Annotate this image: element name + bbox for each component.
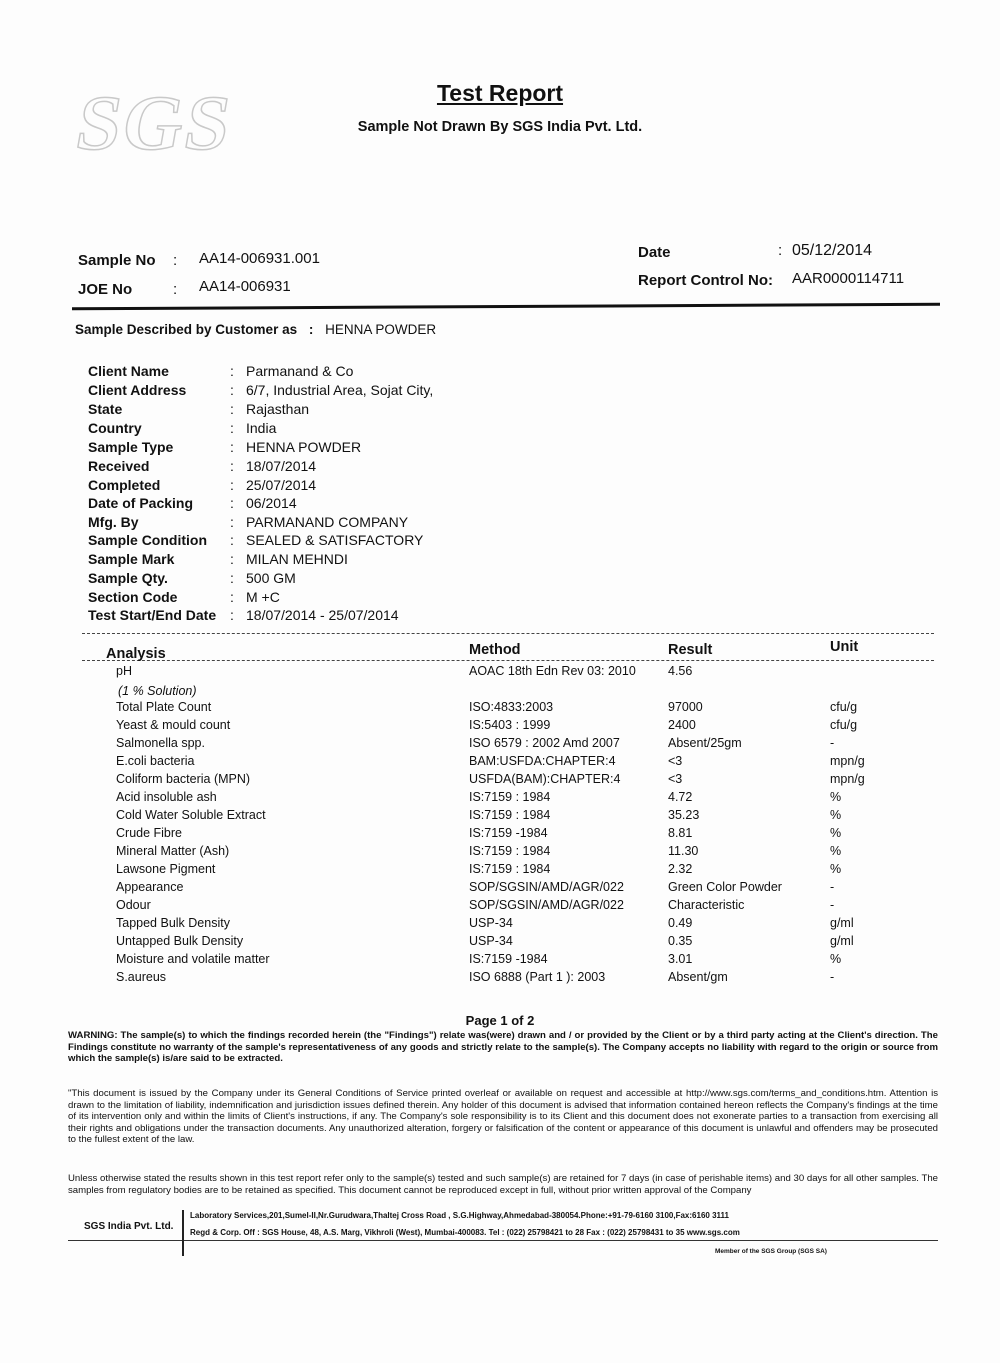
analysis-cell: (1 % Solution) bbox=[118, 684, 197, 698]
unit-cell: mpn/g bbox=[830, 754, 865, 768]
method-cell: IS:7159 : 1984 bbox=[469, 844, 551, 858]
result-cell: 97000 bbox=[668, 700, 703, 714]
table-row bbox=[0, 970, 1000, 988]
method-cell: SOP/SGSIN/AMD/AGR/022 bbox=[469, 880, 624, 894]
table-row bbox=[0, 880, 1000, 898]
analysis-cell: Lawsone Pigment bbox=[116, 862, 216, 876]
result-cell: 0.49 bbox=[668, 916, 693, 930]
info-label: Date of Packing bbox=[88, 495, 194, 511]
footer-vertical-divider bbox=[182, 1210, 184, 1256]
info-value: HENNA POWDER bbox=[246, 439, 362, 455]
unit-cell: - bbox=[830, 898, 835, 912]
info-value: 18/07/2014 - 25/07/2014 bbox=[246, 607, 399, 623]
report-subtitle: Sample Not Drawn By SGS India Pvt. Ltd. bbox=[357, 119, 643, 135]
report-title bbox=[0, 80, 1000, 107]
footer-divider bbox=[68, 1240, 938, 1241]
info-label: Section Code bbox=[88, 589, 178, 605]
analysis-cell: Yeast & mould count bbox=[116, 718, 231, 732]
date-value: 05/12/2014 bbox=[792, 242, 873, 259]
info-row bbox=[88, 477, 316, 496]
unit-cell: mpn/g bbox=[830, 772, 865, 786]
analysis-cell: Moisture and volatile matter bbox=[116, 952, 270, 966]
result-cell: Absent/25gm bbox=[668, 736, 742, 750]
method-cell: IS:7159 -1984 bbox=[469, 826, 548, 840]
info-label: Client Name bbox=[88, 363, 169, 379]
table-row bbox=[0, 700, 1000, 718]
result-cell: 4.56 bbox=[668, 664, 693, 678]
analysis-cell: E.coli bacteria bbox=[116, 754, 195, 768]
method-cell: ISO 6579 : 2002 Amd 2007 bbox=[469, 736, 620, 750]
info-colon: : bbox=[230, 458, 234, 474]
footer-company-name: SGS India Pvt. Ltd. bbox=[84, 1221, 174, 1232]
analysis-cell: Mineral Matter (Ash) bbox=[116, 844, 230, 858]
info-row bbox=[88, 607, 399, 626]
method-cell: IS:7159 : 1984 bbox=[469, 790, 551, 804]
table-row bbox=[0, 844, 1000, 862]
info-label: Completed bbox=[88, 477, 161, 493]
method-cell: ISO 6888 (Part 1 ): 2003 bbox=[469, 970, 606, 984]
unit-cell: % bbox=[830, 790, 842, 804]
analysis-cell: Coliform bacteria (MPN) bbox=[116, 772, 251, 786]
info-label: Sample Qty. bbox=[88, 570, 168, 586]
result-cell: Absent/gm bbox=[668, 970, 728, 984]
table-row bbox=[0, 898, 1000, 916]
info-row bbox=[88, 495, 297, 514]
analysis-header: Analysis bbox=[106, 646, 166, 662]
info-colon: : bbox=[230, 420, 234, 436]
analysis-cell: Odour bbox=[116, 898, 151, 912]
joe-no-label: JOE No bbox=[78, 281, 133, 298]
joe-no-value: AA14-006931 bbox=[199, 278, 291, 295]
method-cell: SOP/SGSIN/AMD/AGR/022 bbox=[469, 898, 624, 912]
analysis-cell: pH bbox=[116, 664, 132, 678]
sample-description bbox=[75, 322, 436, 337]
result-cell: 2400 bbox=[668, 718, 696, 732]
result-cell: Green Color Powder bbox=[668, 880, 782, 894]
info-value: Rajasthan bbox=[246, 401, 310, 417]
method-cell: USFDA(BAM):CHAPTER:4 bbox=[469, 772, 621, 786]
info-row bbox=[88, 439, 361, 458]
warning-text: WARNING: The sample(s) to which the findings recorded herein (the "Findings") relate was(were) drawn and / or provided by the Client or by a third party acting at the Client's direction. The Findings constitute no warranty of the sample's representativeness of any goods and strictly relate to the sample(s). The Company accepts no liability with regard to the origin or source from which the sample(s) is/are said to be extracted. bbox=[68, 1030, 938, 1064]
info-colon: : bbox=[230, 514, 234, 530]
info-row bbox=[88, 589, 280, 608]
result-header: Result bbox=[668, 642, 713, 658]
info-row bbox=[88, 458, 316, 477]
info-label: State bbox=[88, 401, 123, 417]
method-cell: IS:7159 -1984 bbox=[469, 952, 548, 966]
analysis-cell: Appearance bbox=[116, 880, 184, 894]
info-row bbox=[88, 551, 348, 570]
info-value: 18/07/2014 bbox=[246, 458, 317, 474]
footer-corp-address: Regd & Corp. Off : SGS House, 48, A.S. Marg, Vikhroli (West), Mumbai-400083. Tel : (022) 25798421 to 28 Fax : (022) 25798431 to 35 www.sgs.com bbox=[190, 1228, 740, 1237]
info-colon: : bbox=[230, 401, 234, 417]
info-colon: : bbox=[230, 532, 234, 548]
unit-cell: g/ml bbox=[830, 934, 854, 948]
info-value: SEALED & SATISFACTORY bbox=[246, 532, 424, 548]
unit-cell: % bbox=[830, 808, 842, 822]
analysis-cell: Salmonella spp. bbox=[116, 736, 205, 750]
disclaimer-text: "This document is issued by the Company under its General Conditions of Service printed overleaf or available on request and accessible at http://www.sgs.com/terms_and_conditions.htm. Attention is drawn to the limitation of liability, indemnification and jurisdiction issues defined therein. Any holder of this document is advised that information contained hereon reflects the Company's findings at the time of its intervention only and within the limits of Client's instructions, if any. The Company's sole responsibility is to its Client and this document does not exonerate parties to a transaction from exercising all their rights and obligations under the transaction documents. Any unauthorized alteration, forgery or falsification of the content or appearance of this document is unlawful and offenders may be prosecuted to the fullest extent of the law. bbox=[68, 1088, 938, 1145]
header-divider bbox=[72, 303, 940, 311]
result-cell: 2.32 bbox=[668, 862, 693, 876]
info-row bbox=[88, 420, 276, 439]
analysis-cell: S.aureus bbox=[116, 970, 167, 984]
info-label: Test Start/End Date bbox=[88, 607, 217, 623]
result-cell: <3 bbox=[668, 754, 683, 768]
result-cell: 0.35 bbox=[668, 934, 693, 948]
info-row bbox=[88, 532, 423, 551]
result-cell: 11.30 bbox=[668, 844, 699, 858]
info-value: 6/7, Industrial Area, Sojat City, bbox=[246, 382, 434, 398]
method-cell: BAM:USFDA:CHAPTER:4 bbox=[469, 754, 616, 768]
analysis-cell: Cold Water Soluble Extract bbox=[116, 808, 266, 822]
info-colon: : bbox=[230, 495, 234, 511]
method-cell: AOAC 18th Edn Rev 03: 2010 bbox=[469, 664, 636, 678]
sample-description-colon: : bbox=[308, 322, 314, 337]
method-cell: IS:7159 : 1984 bbox=[469, 808, 551, 822]
table-row bbox=[0, 664, 1000, 682]
info-colon: : bbox=[230, 570, 234, 586]
analysis-cell: Total Plate Count bbox=[116, 700, 212, 714]
table-row bbox=[0, 952, 1000, 970]
unit-cell: cfu/g bbox=[830, 700, 858, 714]
info-colon: : bbox=[230, 439, 234, 455]
analysis-cell: Tapped Bulk Density bbox=[116, 916, 230, 930]
retention-text: Unless otherwise stated the results shown in this test report refer only to the sample(s) tested and such sample(s) are retained for 7 days (in case of perishable items) and 30 days for all other samples. The samples from regulatory bodies are to be retained as specified. This document cannot be reproduced except in full, without prior written approval of the Company bbox=[68, 1173, 938, 1196]
report-control-label: Report Control No: bbox=[638, 272, 773, 289]
info-row bbox=[88, 570, 296, 589]
unit-cell: cfu/g bbox=[830, 718, 858, 732]
info-colon: : bbox=[230, 382, 234, 398]
unit-header: Unit bbox=[830, 639, 859, 655]
info-row bbox=[88, 514, 408, 533]
footer-member-note: Member of the SGS Group (SGS SA) bbox=[715, 1248, 827, 1255]
unit-cell: % bbox=[830, 952, 842, 966]
info-label: Sample Type bbox=[88, 439, 174, 455]
table-row bbox=[0, 736, 1000, 754]
unit-cell: g/ml bbox=[830, 916, 854, 930]
info-row bbox=[88, 401, 309, 420]
result-cell: <3 bbox=[668, 772, 683, 786]
method-cell: USP-34 bbox=[469, 916, 513, 930]
table-row bbox=[0, 772, 1000, 790]
sample-no-value: AA14-006931.001 bbox=[199, 250, 320, 267]
unit-cell: - bbox=[830, 970, 835, 984]
result-cell: 8.81 bbox=[668, 826, 693, 840]
result-cell: 4.72 bbox=[668, 790, 693, 804]
sample-no-label: Sample No bbox=[78, 252, 156, 269]
info-label: Country bbox=[88, 420, 142, 436]
result-cell: 3.01 bbox=[668, 952, 693, 966]
date-colon: : bbox=[778, 242, 783, 259]
info-colon: : bbox=[230, 607, 234, 623]
info-row bbox=[88, 382, 433, 401]
info-colon: : bbox=[230, 363, 234, 379]
unit-cell: - bbox=[830, 880, 835, 894]
footer-lab-address: Laboratory Services,201,Sumel-II,Nr.Gurudwara,Thaltej Cross Road , S.G.Highway,Ahmedabad-380054.Phone:+91-79-6160 3100,Fax:6160 3111 bbox=[190, 1211, 729, 1220]
result-cell: Characteristic bbox=[668, 898, 745, 912]
report-control-value: AAR0000114711 bbox=[792, 270, 905, 287]
info-colon: : bbox=[230, 477, 234, 493]
info-value: MILAN MEHNDI bbox=[246, 551, 348, 567]
table-row bbox=[0, 916, 1000, 934]
info-label: Sample Condition bbox=[88, 532, 207, 548]
info-colon: : bbox=[230, 551, 234, 567]
info-label: Mfg. By bbox=[88, 514, 139, 530]
unit-cell: % bbox=[830, 826, 842, 840]
info-value: 500 GM bbox=[246, 570, 296, 586]
table-row bbox=[0, 826, 1000, 844]
table-row bbox=[0, 934, 1000, 952]
info-label: Received bbox=[88, 458, 150, 474]
info-label: Sample Mark bbox=[88, 551, 175, 567]
table-row bbox=[0, 718, 1000, 736]
result-cell: 35.23 bbox=[668, 808, 700, 822]
table-row bbox=[0, 862, 1000, 880]
info-value: Parmanand & Co bbox=[246, 363, 354, 379]
method-cell: USP-34 bbox=[469, 934, 513, 948]
info-value: India bbox=[246, 420, 277, 436]
unit-cell: % bbox=[830, 844, 842, 858]
sample-description-value: HENNA POWDER bbox=[325, 322, 437, 337]
info-value: PARMANAND COMPANY bbox=[246, 514, 409, 530]
analysis-cell: Untapped Bulk Density bbox=[116, 934, 244, 948]
page-number: Page 1 of 2 bbox=[465, 1013, 535, 1028]
method-cell: IS:7159 : 1984 bbox=[469, 862, 551, 876]
table-row bbox=[0, 808, 1000, 826]
method-cell: ISO:4833:2003 bbox=[469, 700, 554, 714]
info-colon: : bbox=[230, 589, 234, 605]
info-row bbox=[88, 363, 353, 382]
sample-no-colon: : bbox=[173, 252, 178, 269]
sample-description-label: Sample Described by Customer as bbox=[75, 322, 298, 337]
analysis-cell: Crude Fibre bbox=[116, 826, 182, 840]
report-title-text: Test Report bbox=[436, 80, 564, 106]
unit-cell: - bbox=[830, 736, 835, 750]
analysis-cell: Acid insoluble ash bbox=[116, 790, 217, 804]
info-value: 25/07/2014 bbox=[246, 477, 317, 493]
unit-cell: % bbox=[830, 862, 842, 876]
info-value: M +C bbox=[246, 589, 280, 605]
date-label: Date bbox=[638, 244, 671, 261]
info-value: 06/2014 bbox=[246, 495, 297, 511]
table-row bbox=[0, 754, 1000, 772]
info-label: Client Address bbox=[88, 382, 187, 398]
table-row bbox=[0, 790, 1000, 808]
sgs-logo: SGS bbox=[70, 79, 240, 166]
method-header: Method bbox=[469, 642, 521, 658]
method-cell: IS:5403 : 1999 bbox=[469, 718, 551, 732]
joe-no-colon: : bbox=[173, 281, 178, 298]
